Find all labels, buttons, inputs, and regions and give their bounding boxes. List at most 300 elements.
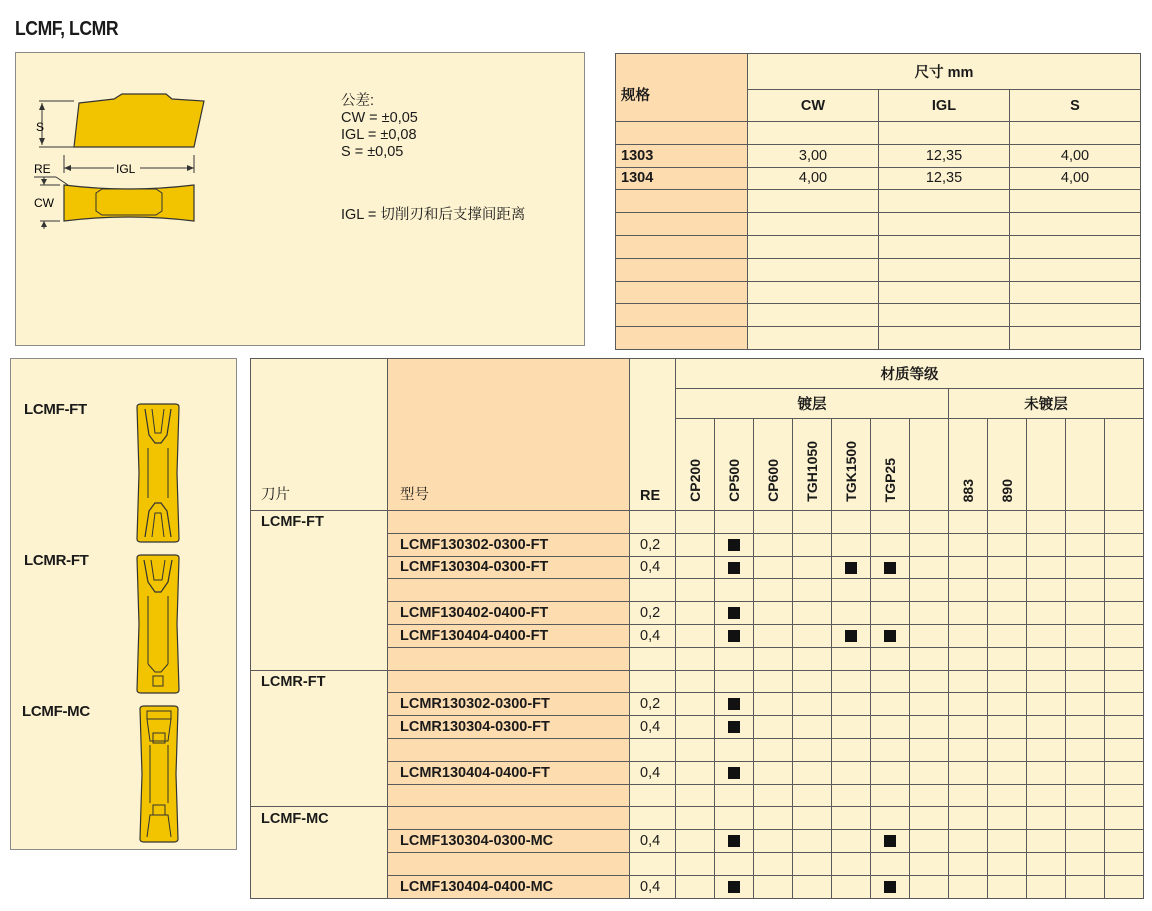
model-cell (388, 784, 630, 807)
grade-availability-cell (871, 784, 910, 807)
grade-availability-cell (910, 647, 949, 670)
grade-table-row (251, 738, 1144, 761)
grade-availability-cell (1105, 875, 1144, 898)
insert-name-cell (251, 624, 388, 647)
grade-availability-cell (910, 784, 949, 807)
available-square-icon (884, 562, 896, 574)
grade-availability-cell (715, 647, 754, 670)
grade-availability-cell (832, 852, 871, 875)
grade-availability-cell (910, 761, 949, 784)
grade-availability-cell (1066, 807, 1105, 830)
grade-availability-cell (949, 716, 988, 739)
dimension-value-cell (879, 304, 1010, 327)
grade-availability-cell (988, 761, 1027, 784)
grade-availability-cell (754, 602, 793, 625)
grade-col-header (1027, 419, 1066, 511)
re-dim-label: RE (34, 162, 51, 176)
grade-availability-cell (949, 579, 988, 602)
dimension-value-cell (879, 190, 1010, 213)
grade-name: CP600 (765, 459, 781, 502)
grade-availability-cell (1027, 875, 1066, 898)
grade-availability-cell (793, 761, 832, 784)
grade-availability-cell (1066, 602, 1105, 625)
model-cell (388, 738, 630, 761)
dimension-row (616, 235, 1141, 258)
grade-availability-cell (910, 511, 949, 534)
model-cell: LCMR130302-0300-FT (388, 693, 630, 716)
grade-availability-cell (832, 784, 871, 807)
grade-availability-cell (1105, 624, 1144, 647)
dimension-value-cell (748, 122, 879, 145)
dimension-value-cell (748, 281, 879, 304)
grade-availability-cell (832, 670, 871, 693)
grade-availability-cell (1105, 511, 1144, 534)
available-square-icon (728, 881, 740, 893)
insert-dimension-diagram (34, 93, 234, 283)
grade-availability-cell (676, 579, 715, 602)
grade-availability-cell (676, 647, 715, 670)
model-cell: LCMF130402-0400-FT (388, 602, 630, 625)
grade-availability-cell (988, 647, 1027, 670)
grade-availability-cell (1066, 533, 1105, 556)
grade-availability-cell (676, 624, 715, 647)
grade-table (250, 358, 1144, 899)
grade-availability-cell (988, 602, 1027, 625)
grade-availability-cell (949, 533, 988, 556)
grade-availability-cell (871, 852, 910, 875)
grade-availability-cell (910, 670, 949, 693)
tolerance-values (341, 93, 418, 161)
re-cell (630, 738, 676, 761)
grade-availability-cell (832, 647, 871, 670)
grade-table-row (251, 647, 1144, 670)
col-header-s: S (1010, 90, 1141, 122)
dimension-spec-cell: 1303 (616, 144, 748, 167)
available-square-icon (884, 835, 896, 847)
dimension-value-cell (748, 213, 879, 236)
grade-availability-cell (910, 624, 949, 647)
grade-availability-cell (949, 556, 988, 579)
grade-availability-cell (1066, 579, 1105, 602)
grade-availability-cell (871, 624, 910, 647)
dimension-value-cell (748, 304, 879, 327)
grade-availability-cell (754, 624, 793, 647)
grade-availability-cell (676, 761, 715, 784)
grade-availability-cell (715, 716, 754, 739)
grade-table-row (251, 670, 1144, 693)
model-cell (388, 807, 630, 830)
grade-availability-cell (1105, 716, 1144, 739)
dimension-spec-cell (616, 122, 748, 145)
grade-table-row (251, 556, 1144, 579)
grade-availability-cell (676, 670, 715, 693)
dimension-value-cell: 12,35 (879, 167, 1010, 190)
dimension-value-cell: 4,00 (1010, 167, 1141, 190)
grade-availability-cell (988, 579, 1027, 602)
grade-availability-cell (676, 738, 715, 761)
re-cell (630, 670, 676, 693)
grade-availability-cell (949, 670, 988, 693)
grade-availability-cell (988, 511, 1027, 534)
dimension-spec-cell (616, 213, 748, 236)
tolerance-panel (15, 52, 585, 346)
dimension-spec-cell (616, 190, 748, 213)
grade-col-header (949, 419, 988, 511)
grade-availability-cell (910, 716, 949, 739)
grade-col-header (715, 419, 754, 511)
grade-availability-cell (715, 761, 754, 784)
grade-availability-cell (988, 784, 1027, 807)
grade-availability-cell (1066, 624, 1105, 647)
grade-table-row (251, 830, 1144, 853)
insert-label-lcmf-ft: LCMF-FT (24, 401, 87, 418)
dimension-value-cell (748, 235, 879, 258)
insert-name-cell: LCMF-FT (251, 511, 388, 534)
re-cell (630, 647, 676, 670)
grade-availability-cell (754, 511, 793, 534)
grade-availability-cell (910, 602, 949, 625)
uncoated-header: 未镀层 (949, 389, 1144, 419)
insert-name-cell (251, 693, 388, 716)
grade-col-header (832, 419, 871, 511)
grade-availability-cell (871, 807, 910, 830)
grade-table-row (251, 579, 1144, 602)
grade-availability-cell (676, 693, 715, 716)
available-square-icon (728, 562, 740, 574)
model-cell (388, 647, 630, 670)
grade-availability-cell (793, 624, 832, 647)
grade-availability-cell (1066, 784, 1105, 807)
available-square-icon (728, 698, 740, 710)
grade-col-header (1105, 419, 1144, 511)
grade-availability-cell (988, 875, 1027, 898)
insert-name-cell (251, 533, 388, 556)
grade-availability-cell (832, 830, 871, 853)
grade-availability-cell (715, 579, 754, 602)
grade-availability-cell (871, 738, 910, 761)
grade-availability-cell (715, 784, 754, 807)
re-cell: 0,4 (630, 761, 676, 784)
dimension-row (616, 213, 1141, 236)
grade-availability-cell (949, 830, 988, 853)
available-square-icon (845, 630, 857, 642)
grade-col-header (871, 419, 910, 511)
grade-availability-cell (1105, 556, 1144, 579)
grade-availability-cell (988, 556, 1027, 579)
grade-availability-cell (793, 670, 832, 693)
grade-availability-cell (754, 579, 793, 602)
grade-availability-cell (949, 852, 988, 875)
dimension-value-cell (1010, 304, 1141, 327)
dimension-value-cell: 3,00 (748, 144, 879, 167)
dimension-spec-cell (616, 327, 748, 350)
grade-availability-cell (871, 830, 910, 853)
grade-availability-cell (910, 693, 949, 716)
grade-availability-cell (1027, 830, 1066, 853)
grade-availability-cell (1105, 647, 1144, 670)
grade-availability-cell (832, 533, 871, 556)
grade-availability-cell (1027, 693, 1066, 716)
grade-availability-cell (793, 875, 832, 898)
grade-availability-cell (754, 830, 793, 853)
grade-availability-cell (1027, 533, 1066, 556)
igl-definition-note: IGL = 切削刃和后支撑间距离 (341, 207, 526, 223)
available-square-icon (845, 562, 857, 574)
model-cell: LCMR130404-0400-FT (388, 761, 630, 784)
grade-availability-cell (871, 716, 910, 739)
grade-availability-cell (1066, 738, 1105, 761)
grade-availability-cell (793, 852, 832, 875)
re-col-header: RE (630, 359, 676, 511)
grade-availability-cell (988, 716, 1027, 739)
available-square-icon (728, 767, 740, 779)
model-cell: LCMF130304-0300-FT (388, 556, 630, 579)
grade-availability-cell (832, 738, 871, 761)
grade-availability-cell (871, 556, 910, 579)
dimension-spec-cell (616, 304, 748, 327)
grade-availability-cell (871, 670, 910, 693)
grade-availability-cell (754, 693, 793, 716)
grade-col-header (754, 419, 793, 511)
grade-availability-cell (871, 579, 910, 602)
grade-availability-cell (754, 784, 793, 807)
dimension-value-cell: 4,00 (1010, 144, 1141, 167)
grade-availability-cell (1105, 693, 1144, 716)
grade-table-row (251, 716, 1144, 739)
grade-table-row (251, 511, 1144, 534)
insert-name-cell (251, 784, 388, 807)
grade-availability-cell (1105, 579, 1144, 602)
grade-availability-cell (1066, 647, 1105, 670)
grade-availability-cell (793, 693, 832, 716)
dimension-spec-cell (616, 258, 748, 281)
grade-availability-cell (1066, 556, 1105, 579)
dimension-value-cell (1010, 258, 1141, 281)
grade-name: TGH1050 (804, 441, 820, 502)
spec-header: 规格 (616, 54, 748, 122)
grade-availability-cell (871, 511, 910, 534)
dimension-row (616, 190, 1141, 213)
dimension-value-cell (1010, 122, 1141, 145)
grade-availability-cell (793, 738, 832, 761)
grade-availability-cell (910, 533, 949, 556)
grade-availability-cell (715, 511, 754, 534)
available-square-icon (884, 630, 896, 642)
grade-availability-cell (949, 807, 988, 830)
grade-availability-cell (832, 693, 871, 716)
grade-availability-cell (754, 647, 793, 670)
re-cell: 0,4 (630, 716, 676, 739)
grade-availability-cell (1027, 670, 1066, 693)
grade-availability-cell (949, 738, 988, 761)
model-cell: LCMF130404-0400-MC (388, 875, 630, 898)
lcmf-ft-insert-icon (135, 403, 181, 543)
grade-table-row (251, 624, 1144, 647)
grade-availability-cell (676, 875, 715, 898)
grade-availability-cell (793, 830, 832, 853)
grade-availability-cell (1027, 647, 1066, 670)
grade-availability-cell (1105, 670, 1144, 693)
grade-availability-cell (793, 602, 832, 625)
insert-name-cell (251, 852, 388, 875)
s-dim-label: S (36, 120, 45, 134)
grade-availability-cell (1066, 716, 1105, 739)
grade-availability-cell (949, 875, 988, 898)
grade-availability-cell (1105, 761, 1144, 784)
grade-availability-cell (1027, 602, 1066, 625)
grade-availability-cell (676, 533, 715, 556)
grade-availability-cell (871, 761, 910, 784)
grade-availability-cell (832, 556, 871, 579)
dimension-row (616, 304, 1141, 327)
grade-availability-cell (1027, 716, 1066, 739)
dimension-value-cell (879, 213, 1010, 236)
grade-availability-cell (832, 875, 871, 898)
grade-availability-cell (988, 670, 1027, 693)
dimension-row (616, 144, 1141, 167)
re-cell (630, 852, 676, 875)
grade-availability-cell (754, 761, 793, 784)
grade-availability-cell (871, 875, 910, 898)
grade-availability-cell (988, 852, 1027, 875)
grade-availability-cell (754, 716, 793, 739)
grade-availability-cell (793, 533, 832, 556)
grade-availability-cell (754, 807, 793, 830)
grade-availability-cell (988, 830, 1027, 853)
grade-name: CP200 (687, 459, 703, 502)
dimension-value-cell (879, 327, 1010, 350)
grade-availability-cell (793, 556, 832, 579)
grade-availability-cell (988, 624, 1027, 647)
grade-table-row (251, 875, 1144, 898)
grade-availability-cell (1027, 761, 1066, 784)
grade-availability-cell (754, 875, 793, 898)
dimension-spec-cell: 1304 (616, 167, 748, 190)
dimension-value-cell (879, 122, 1010, 145)
grade-availability-cell (676, 852, 715, 875)
grade-availability-cell (754, 852, 793, 875)
grade-availability-cell (1027, 579, 1066, 602)
grade-availability-cell (988, 533, 1027, 556)
grade-availability-cell (1066, 670, 1105, 693)
grade-col-header (793, 419, 832, 511)
grade-availability-cell (793, 579, 832, 602)
grade-availability-cell (871, 693, 910, 716)
model-cell (388, 670, 630, 693)
grade-availability-cell (1027, 784, 1066, 807)
grade-availability-cell (910, 579, 949, 602)
grade-availability-cell (1027, 556, 1066, 579)
igl-dim-label: IGL (116, 162, 136, 176)
dimension-group-header: 尺寸 mm (748, 54, 1141, 90)
available-square-icon (728, 721, 740, 733)
tolerance-cw: CW = ±0,05 (341, 110, 418, 126)
insert-images-panel (10, 358, 237, 850)
dimension-row (616, 258, 1141, 281)
grade-availability-cell (910, 556, 949, 579)
grade-availability-cell (676, 807, 715, 830)
insert-name-cell (251, 716, 388, 739)
dimension-value-cell (1010, 190, 1141, 213)
insert-name-cell (251, 875, 388, 898)
grade-availability-cell (910, 807, 949, 830)
grade-availability-cell (1066, 511, 1105, 534)
coated-header: 镀层 (676, 389, 949, 419)
grade-availability-cell (1027, 738, 1066, 761)
lcmf-mc-insert-icon (138, 705, 180, 843)
dimension-value-cell (748, 327, 879, 350)
grade-col-header (676, 419, 715, 511)
grade-availability-cell (793, 716, 832, 739)
grade-table-row (251, 533, 1144, 556)
dimension-spec-cell (616, 281, 748, 304)
available-square-icon (728, 630, 740, 642)
grade-availability-cell (1027, 624, 1066, 647)
grade-availability-cell (1105, 784, 1144, 807)
col-header-igl: IGL (879, 90, 1010, 122)
tolerance-igl: IGL = ±0,08 (341, 127, 417, 143)
grade-availability-cell (1027, 852, 1066, 875)
tolerance-heading: 公差: (341, 93, 375, 109)
insert-name-cell (251, 830, 388, 853)
grade-availability-cell (793, 784, 832, 807)
grade-availability-cell (754, 670, 793, 693)
grade-availability-cell (676, 830, 715, 853)
insert-name-cell (251, 647, 388, 670)
model-cell: LCMF130302-0300-FT (388, 533, 630, 556)
grade-availability-cell (1066, 830, 1105, 853)
re-cell: 0,4 (630, 556, 676, 579)
re-cell: 0,4 (630, 624, 676, 647)
grade-table-row (251, 693, 1144, 716)
grade-availability-cell (793, 647, 832, 670)
available-square-icon (728, 607, 740, 619)
grade-availability-cell (1105, 852, 1144, 875)
tolerance-s: S = ±0,05 (341, 144, 404, 160)
grade-availability-cell (832, 624, 871, 647)
grade-table-row (251, 807, 1144, 830)
grade-table-row (251, 852, 1144, 875)
insert-name-cell: LCMR-FT (251, 670, 388, 693)
grade-availability-cell (1066, 761, 1105, 784)
grade-availability-cell (793, 511, 832, 534)
grade-availability-cell (715, 602, 754, 625)
re-cell: 0,2 (630, 602, 676, 625)
dimension-value-cell (1010, 327, 1141, 350)
grade-availability-cell (949, 693, 988, 716)
dimension-value-cell (748, 258, 879, 281)
grade-availability-cell (988, 693, 1027, 716)
dimension-row (616, 281, 1141, 304)
cw-dim-label: CW (34, 196, 54, 210)
grade-availability-cell (676, 784, 715, 807)
lcmr-ft-insert-icon (135, 554, 181, 694)
grade-availability-cell (871, 647, 910, 670)
dimension-value-cell (1010, 281, 1141, 304)
grade-availability-cell (910, 852, 949, 875)
grade-availability-cell (949, 761, 988, 784)
model-cell (388, 579, 630, 602)
grade-availability-cell (988, 738, 1027, 761)
grade-group-header: 材质等级 (676, 359, 1144, 389)
grade-availability-cell (1027, 807, 1066, 830)
grade-col-header (988, 419, 1027, 511)
grade-availability-cell (988, 807, 1027, 830)
dimension-value-cell: 12,35 (879, 144, 1010, 167)
grade-availability-cell (715, 807, 754, 830)
dimension-value-cell (1010, 213, 1141, 236)
re-cell (630, 511, 676, 534)
